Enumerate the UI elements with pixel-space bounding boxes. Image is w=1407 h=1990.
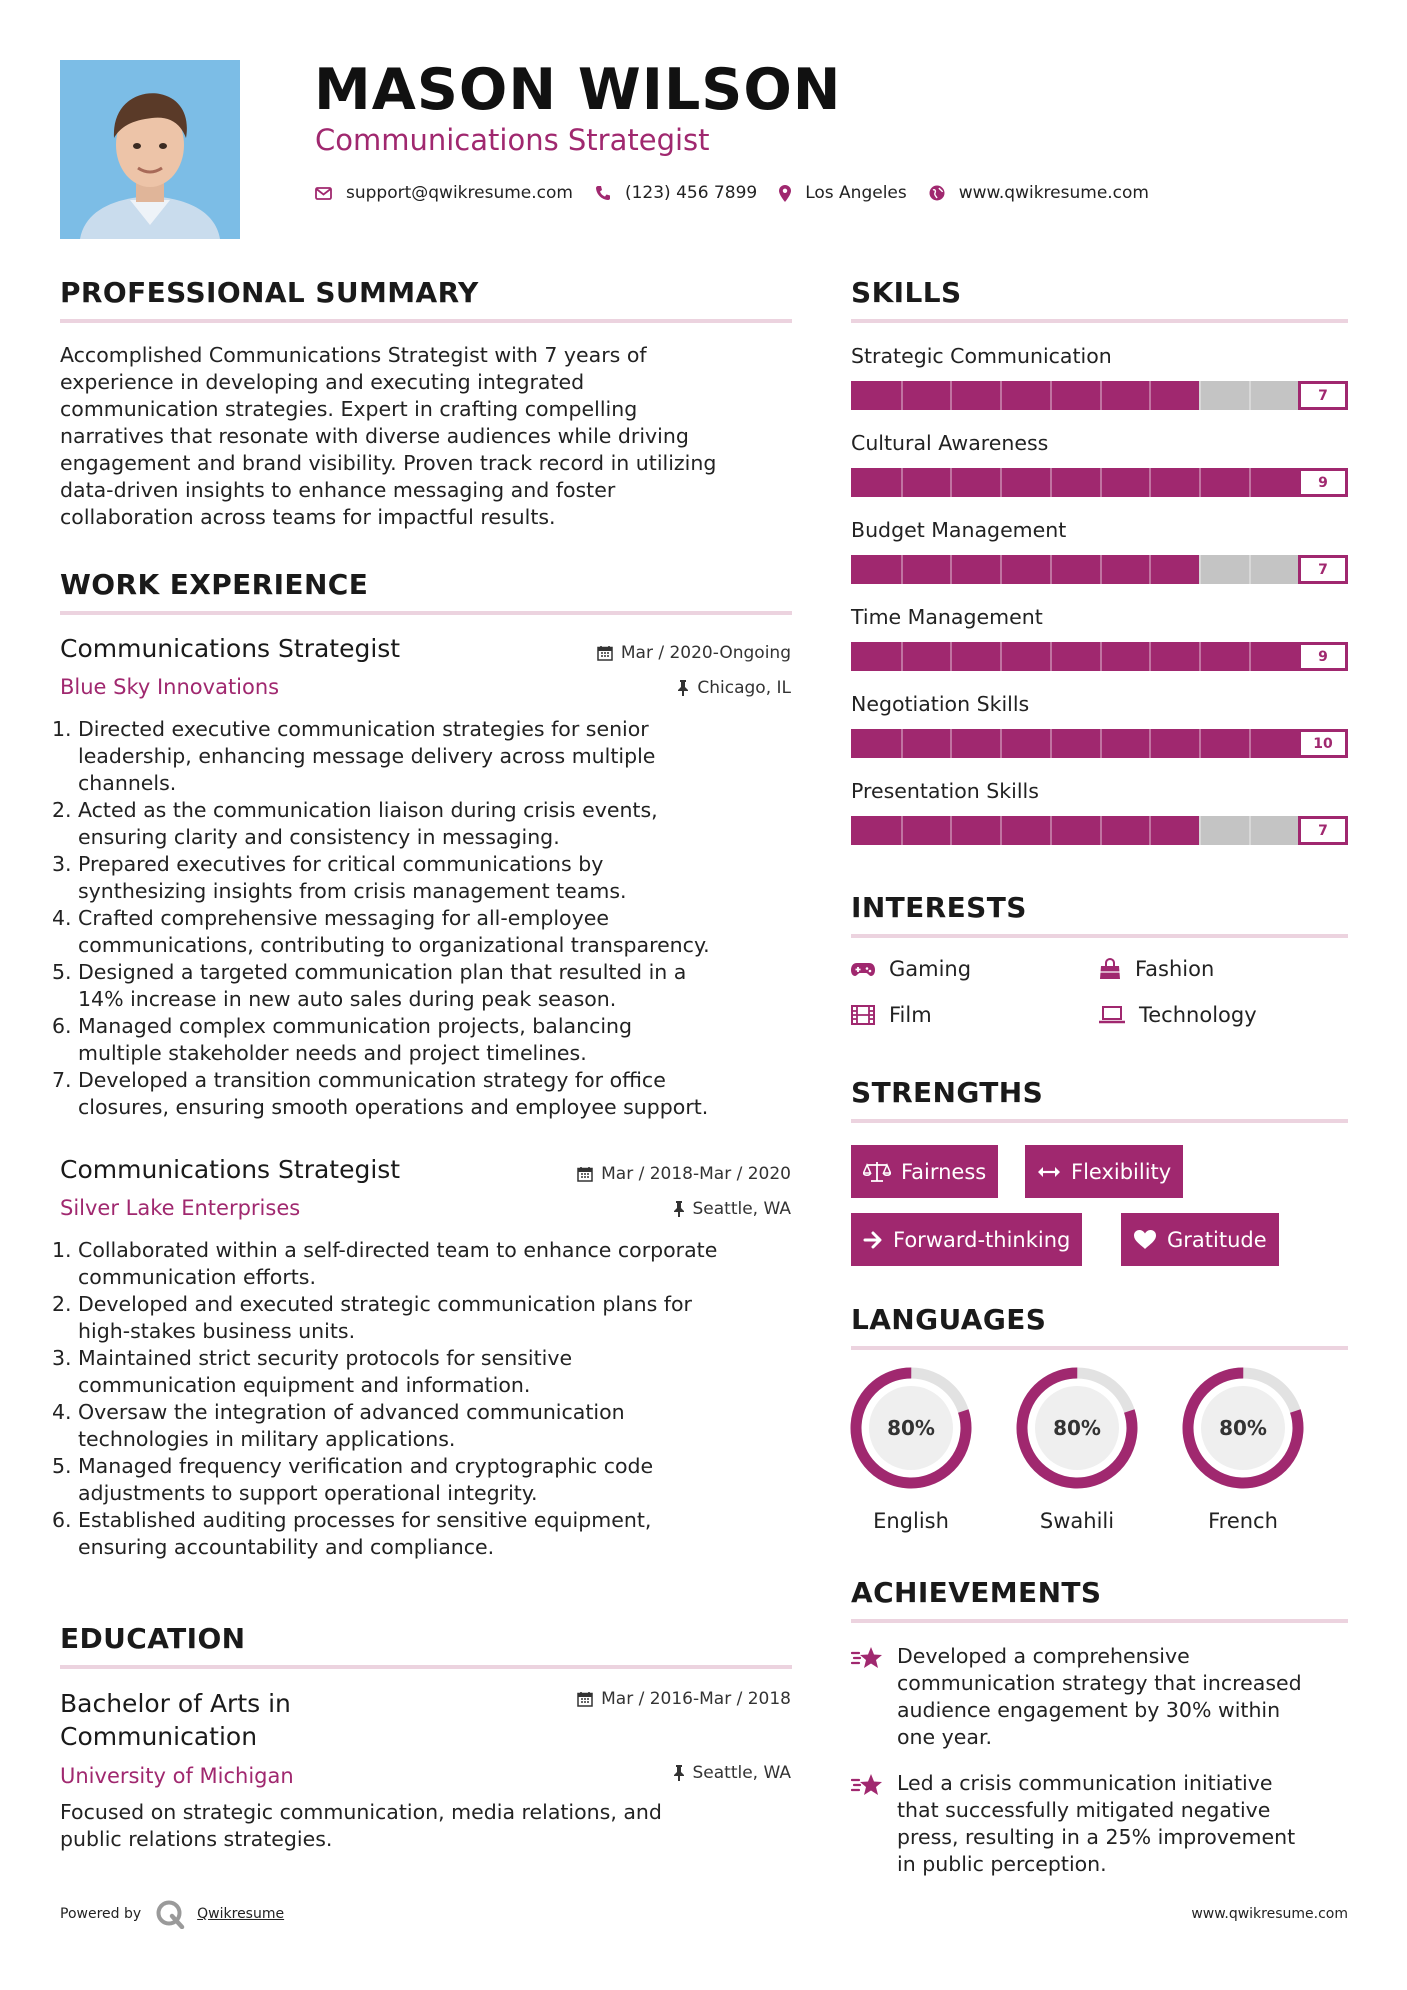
education-description-line: Focused on strategic communication, media relations, and <box>60 1800 662 1824</box>
skill-label: Presentation Skills <box>851 779 1039 803</box>
skill-bar-segment <box>1100 555 1102 584</box>
skill-bar-segment <box>1050 642 1052 671</box>
language-ring <box>1181 1366 1305 1490</box>
star-award-icon <box>851 1772 885 1798</box>
job-location <box>673 1198 792 1220</box>
list-item: 1. Collaborated within a self-directed team to enhance corporate communication efforts. <box>52 1238 718 1289</box>
skill-bar-segment <box>1249 816 1251 845</box>
interest-gaming <box>851 955 971 983</box>
skill-bar-segment <box>1000 555 1002 584</box>
summary-divider <box>60 319 792 323</box>
strengths-heading: STRENGTHS <box>851 1076 1044 1109</box>
contact-email-text: support@qwikresume.com <box>346 183 573 203</box>
envelope-icon <box>315 187 332 200</box>
languages-divider <box>851 1346 1348 1350</box>
language-label: Swahili <box>1039 1509 1115 1533</box>
job-dates-text: Mar / 2018-Mar / 2020 <box>601 1164 791 1184</box>
language-ring <box>849 1366 973 1490</box>
skill-bar-segment <box>1149 642 1151 671</box>
skill-bar-segment <box>1000 729 1002 758</box>
shopping-bag-icon <box>1099 958 1121 980</box>
skill-label: Negotiation Skills <box>851 692 1030 716</box>
achievements-heading: ACHIEVEMENTS <box>851 1576 1102 1609</box>
strength-tag <box>1121 1213 1279 1266</box>
map-pin-icon <box>779 185 791 202</box>
summary-text <box>60 342 716 531</box>
company-name: Blue Sky Innovations <box>60 675 280 699</box>
contact-location <box>779 183 907 203</box>
strength-label: Flexibility <box>1071 1159 1172 1184</box>
list-item: 2. Developed and executed strategic communication plans for high-stakes business units. <box>52 1292 692 1343</box>
skill-bar-fill <box>851 468 1298 497</box>
job-bullets <box>52 716 802 1121</box>
language-percent: 80% <box>887 1416 935 1440</box>
school-name: University of Michigan <box>60 1764 294 1788</box>
job-dates <box>597 642 791 664</box>
list-item: 6. Established auditing processes for sensitive equipment, ensuring accountability and compliance. <box>52 1508 652 1559</box>
language-label: French <box>1208 1509 1278 1533</box>
skill-bar-segment <box>1249 642 1251 671</box>
language-ring <box>1015 1366 1139 1490</box>
job-dates <box>577 1163 791 1185</box>
skill-bar-segment <box>1249 729 1251 758</box>
skill-bar-segment <box>950 816 952 845</box>
education-dates <box>577 1688 791 1710</box>
job-bullets <box>52 1237 802 1561</box>
contact-website-text: www.qwikresume.com <box>958 183 1149 203</box>
achievement-text: Led a crisis communication initiative that successfully mitigated negative press, resulting in a 25% improvement in public perception. <box>897 1771 1296 1876</box>
interest-label: Technology <box>1139 1003 1257 1027</box>
job-title: Communications Strategist <box>60 634 401 663</box>
skill-bar-segment <box>1100 642 1102 671</box>
skill-bar-segment <box>1050 468 1052 497</box>
skill-bar-segment <box>1100 468 1102 497</box>
job-location-text: Chicago, IL <box>697 678 791 698</box>
skill-bar-segment <box>950 381 952 410</box>
skill-bar <box>851 816 1348 845</box>
skill-score: 7 <box>1298 381 1348 410</box>
summary-line: data-driven insights to enhance messaging and foster <box>60 478 616 502</box>
calendar-icon <box>577 1166 593 1182</box>
skill-bar-segment <box>1050 729 1052 758</box>
globe-icon <box>929 185 945 201</box>
list-item: 5. Designed a targeted communication plan that resulted in a 14% increase in new auto sales during peak season. <box>52 960 687 1011</box>
skill-bar-segment <box>1100 729 1102 758</box>
contact-location-text: Los Angeles <box>805 183 907 203</box>
footer-powered-by <box>60 1899 284 1929</box>
list-item: 7. Developed a transition communication strategy for office closures, ensuring smooth operations and employee support. <box>52 1068 709 1119</box>
skill-score: 9 <box>1298 642 1348 671</box>
skill-score: 10 <box>1298 729 1348 758</box>
education-location <box>673 1762 792 1784</box>
strength-label: Gratitude <box>1167 1227 1267 1252</box>
skill-bar-segment <box>901 816 903 845</box>
summary-heading: PROFESSIONAL SUMMARY <box>60 276 479 309</box>
job-location-text: Seattle, WA <box>692 1199 791 1219</box>
list-item: 1. Directed executive communication strategies for senior leadership, enhancing message delivery across multiple channels. <box>52 717 656 795</box>
education-dates-text: Mar / 2016-Mar / 2018 <box>601 1689 791 1709</box>
phone-icon <box>595 185 611 201</box>
summary-line: engagement and brand visibility. Proven track record in utilizing <box>60 451 717 475</box>
skill-bar-segment <box>1149 816 1151 845</box>
achievement-item <box>851 1643 1302 1751</box>
education-description <box>60 1799 662 1853</box>
skill-bar-fill <box>851 816 1199 845</box>
contact-website[interactable] <box>929 183 1149 203</box>
skill-bar <box>851 468 1348 497</box>
contact-phone[interactable] <box>595 183 757 203</box>
skill-bar-segment <box>901 555 903 584</box>
summary-line: collaboration across teams for impactful results. <box>60 505 556 529</box>
language-label: English <box>873 1509 949 1533</box>
strengths-divider <box>851 1119 1348 1123</box>
achievement-text: Developed a comprehensive communication strategy that increased audience engagement by 30% within one year. <box>897 1644 1302 1749</box>
skill-bar-segment <box>1149 468 1151 497</box>
skill-bar <box>851 381 1348 410</box>
interest-film <box>851 1001 932 1029</box>
skill-bar <box>851 642 1348 671</box>
contact-phone-text: (123) 456 7899 <box>624 183 758 203</box>
strength-label: Forward-thinking <box>893 1227 1071 1252</box>
skill-label: Time Management <box>851 605 1043 629</box>
skill-bar-segment <box>1000 642 1002 671</box>
language-item <box>849 1366 973 1533</box>
skill-bar-segment <box>1149 381 1151 410</box>
skill-bar-segment <box>950 729 952 758</box>
skill-label: Cultural Awareness <box>851 431 1049 455</box>
interest-label: Film <box>889 1003 932 1027</box>
skill-bar-segment <box>901 642 903 671</box>
skill-bar-fill <box>851 381 1199 410</box>
laptop-icon <box>1099 1006 1125 1024</box>
company-name: Silver Lake Enterprises <box>60 1196 301 1220</box>
skills-divider <box>851 319 1348 323</box>
calendar-icon <box>577 1691 593 1707</box>
summary-line: Accomplished Communications Strategist with 7 years of <box>60 343 647 367</box>
job-location <box>677 677 791 699</box>
skill-bar <box>851 729 1348 758</box>
summary-line: experience in developing and executing integrated <box>60 370 585 394</box>
degree-title <box>60 1687 291 1753</box>
skill-score: 9 <box>1298 468 1348 497</box>
strength-tag <box>1025 1145 1183 1198</box>
education-heading: EDUCATION <box>60 1622 246 1655</box>
candidate-name: MASON WILSON <box>314 57 842 123</box>
film-icon <box>851 1005 875 1025</box>
education-divider <box>60 1665 792 1669</box>
skill-bar-segment <box>1149 555 1151 584</box>
experience-divider <box>60 611 792 615</box>
skill-bar-fill <box>851 642 1298 671</box>
skill-bar-segment <box>1199 816 1201 845</box>
skill-bar-segment <box>1050 381 1052 410</box>
calendar-icon <box>597 645 613 661</box>
languages-heading: LANGUAGES <box>851 1303 1047 1336</box>
skill-bar-segment <box>1100 816 1102 845</box>
skill-bar-segment <box>1249 381 1251 410</box>
balance-scale-icon <box>863 1161 891 1183</box>
achievement-item <box>851 1770 1295 1878</box>
candidate-role: Communications Strategist <box>315 123 710 157</box>
list-item: 2. Acted as the communication liaison during crisis events, ensuring clarity and consistency in messaging. <box>52 798 658 849</box>
interests-divider <box>851 934 1348 938</box>
skill-bar-segment <box>1000 816 1002 845</box>
list-item: 3. Maintained strict security protocols for sensitive communication equipment and information. <box>52 1346 573 1397</box>
skill-bar <box>851 555 1348 584</box>
education-description-line: public relations strategies. <box>60 1827 333 1851</box>
skill-bar-segment <box>1050 816 1052 845</box>
skill-bar-segment <box>1199 555 1201 584</box>
list-item: 5. Managed frequency verification and cryptographic code adjustments to support operational integrity. <box>52 1454 654 1505</box>
skills-heading: SKILLS <box>851 276 962 309</box>
list-item: 6. Managed complex communication projects, balancing multiple stakeholder needs and project timelines. <box>52 1014 633 1065</box>
skill-bar-segment <box>1000 381 1002 410</box>
experience-heading: WORK EXPERIENCE <box>60 568 369 601</box>
skill-bar-segment <box>950 468 952 497</box>
strength-tag <box>851 1213 1082 1266</box>
skill-bar-segment <box>1199 642 1201 671</box>
skill-bar-segment <box>1050 555 1052 584</box>
education-location-text: Seattle, WA <box>692 1763 791 1783</box>
language-percent: 80% <box>1053 1416 1101 1440</box>
skill-bar-fill <box>851 555 1199 584</box>
language-item <box>1015 1366 1139 1533</box>
contact-email[interactable] <box>315 183 573 203</box>
language-item <box>1181 1366 1305 1533</box>
skill-bar-segment <box>950 555 952 584</box>
list-item: 4. Oversaw the integration of advanced communication technologies in military applications. <box>52 1400 625 1451</box>
strength-tag <box>851 1145 998 1198</box>
interest-label: Fashion <box>1135 957 1215 981</box>
gamepad-icon <box>851 962 875 977</box>
summary-line: communication strategies. Expert in crafting compelling <box>60 397 638 421</box>
skill-bar-segment <box>1100 381 1102 410</box>
double-arrow-icon <box>1037 1166 1061 1178</box>
degree-line: Communication <box>60 1722 258 1751</box>
arrow-right-icon <box>863 1231 883 1249</box>
list-item: 3. Prepared executives for critical communications by synthesizing insights from crisis management teams. <box>52 852 627 903</box>
contact-bar <box>315 180 1171 206</box>
language-percent: 80% <box>1219 1416 1267 1440</box>
footer-website[interactable]: www.qwikresume.com <box>1191 1906 1348 1922</box>
heart-icon <box>1133 1229 1157 1250</box>
skill-label: Strategic Communication <box>851 344 1112 368</box>
skill-bar-segment <box>1199 468 1201 497</box>
strength-label: Fairness <box>901 1159 987 1184</box>
powered-by-text: Powered by <box>60 1906 142 1922</box>
profile-photo <box>60 60 240 239</box>
skill-bar-segment <box>1149 729 1151 758</box>
skill-bar-segment <box>1249 468 1251 497</box>
skill-bar-segment <box>1199 381 1201 410</box>
skill-bar-segment <box>901 729 903 758</box>
skill-bar-segment <box>1249 555 1251 584</box>
skill-bar-segment <box>1199 729 1201 758</box>
summary-line: narratives that resonate with diverse audiences while driving <box>60 424 689 448</box>
skill-bar-segment <box>901 381 903 410</box>
footer-brand-link[interactable]: Qwikresume <box>197 1906 285 1922</box>
achievements-divider <box>851 1619 1348 1623</box>
interest-technology <box>1099 1001 1257 1029</box>
job-dates-text: Mar / 2020-Ongoing <box>620 643 791 663</box>
degree-line: Bachelor of Arts in <box>60 1689 291 1718</box>
list-item: 4. Crafted comprehensive messaging for all-employee communications, contributing to organizational transparency. <box>52 906 710 957</box>
qwikresume-logo-icon <box>155 1899 185 1929</box>
star-award-icon <box>851 1645 885 1671</box>
skill-label: Budget Management <box>851 518 1067 542</box>
skill-bar-segment <box>901 468 903 497</box>
skill-bar-segment <box>950 642 952 671</box>
skill-score: 7 <box>1298 816 1348 845</box>
skill-score: 7 <box>1298 555 1348 584</box>
pushpin-icon <box>673 1765 685 1781</box>
interest-label: Gaming <box>889 957 972 981</box>
pushpin-icon <box>677 680 689 696</box>
skill-bar-segment <box>1000 468 1002 497</box>
job-title: Communications Strategist <box>60 1155 401 1184</box>
interest-fashion <box>1099 955 1214 983</box>
pushpin-icon <box>673 1201 685 1217</box>
interests-heading: INTERESTS <box>851 891 1027 924</box>
